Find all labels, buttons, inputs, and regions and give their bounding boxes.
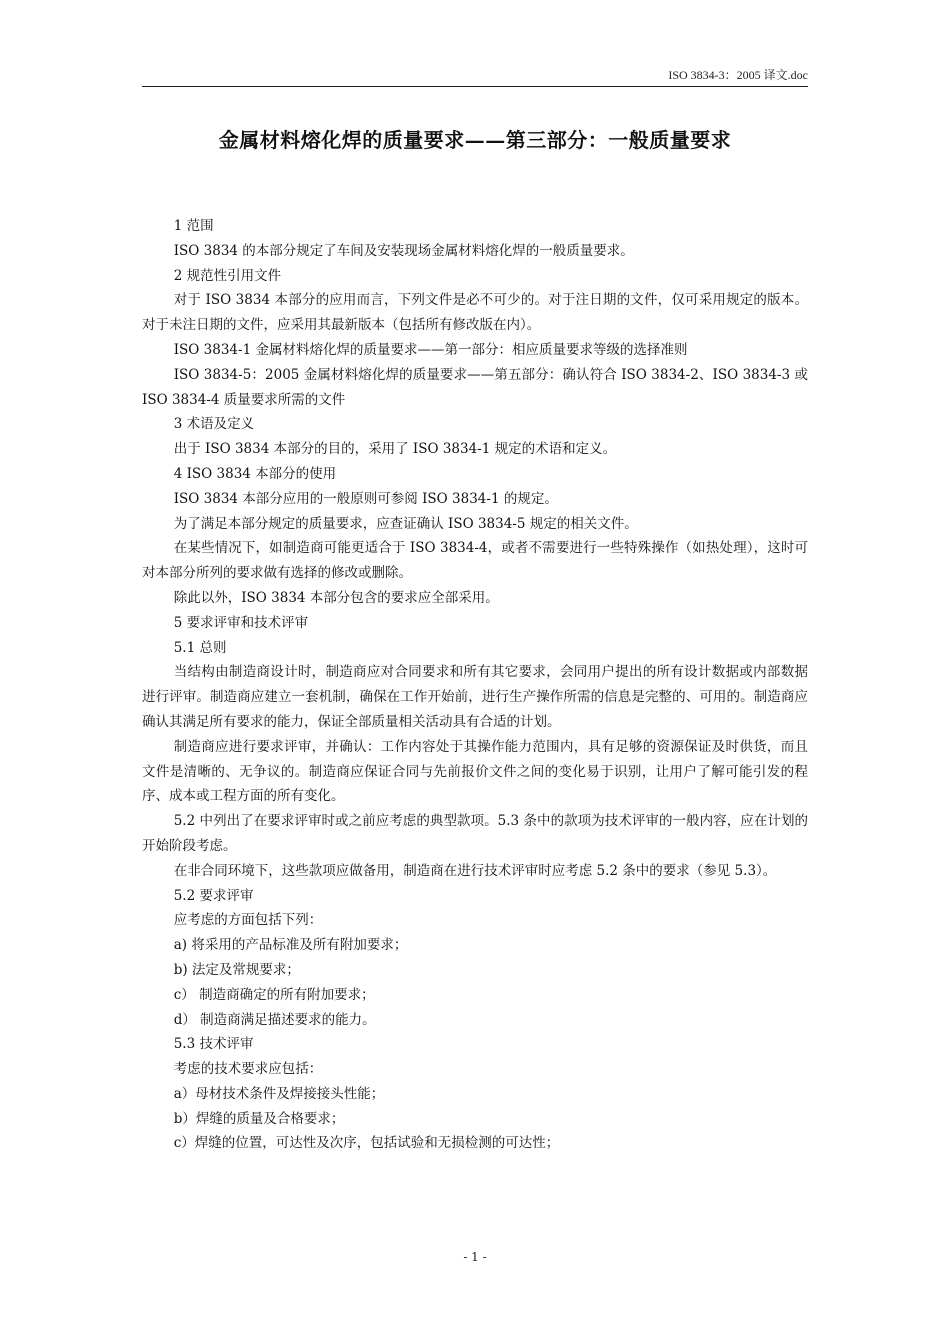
page-number: - 1 - xyxy=(463,1250,487,1264)
paragraph: 5.2 中列出了在要求评审时或之前应考虑的典型款项。5.3 条中的款项为技术评审的一般内容，应在计划的开始阶段考虑。 xyxy=(142,813,808,854)
document-title: 金属材料熔化焊的质量要求——第三部分：一般质量要求 xyxy=(218,128,732,152)
section-heading-normative-references: 2 规范性引用文件 xyxy=(173,267,282,284)
list-item: b）焊缝的质量及合格要求； xyxy=(173,1110,345,1127)
list-item: a）母材技术条件及焊接接头性能； xyxy=(173,1085,385,1102)
header-divider xyxy=(142,86,808,87)
document-body xyxy=(142,214,808,1156)
header-filename: ISO 3834-3：2005 译文.doc xyxy=(668,68,808,82)
list-item: a) 将采用的产品标准及所有附加要求； xyxy=(173,937,408,954)
list-item: d） 制造商满足描述要求的能力。 xyxy=(173,1011,376,1028)
paragraph: 除此以外，ISO 3834 本部分包含的要求应全部采用。 xyxy=(173,589,499,606)
paragraph: 在非合同环境下，这些款项应做备用，制造商在进行技术评审时应考虑 5.2 条中的要求（参见 5.3）。 xyxy=(173,862,777,879)
subsection-heading-general: 5.1 总则 xyxy=(173,639,227,656)
section-heading-review: 5 要求评审和技术评审 xyxy=(173,614,309,631)
reference-item: ISO 3834-1 金属材料熔化焊的质量要求——第一部分：相应质量要求等级的选择准则 xyxy=(173,341,688,358)
paragraph: 为了满足本部分规定的质量要求，应查证确认 ISO 3834-5 规定的相关文件。 xyxy=(173,515,638,532)
subsection-heading-requirements-review: 5.2 要求评审 xyxy=(173,887,254,904)
paragraph: 当结构由制造商设计时，制造商应对合同要求和所有其它要求，会同用户提出的所有设计数据或内部数据进行评审。制造商应建立一套机制，确保在工作开始前，进行生产操作所需的信息是完整的、可用的。制造商应确认其满足所有要求的能力，保证全部质量相关活动具有合适的计划。 xyxy=(142,664,808,730)
paragraph: 在某些情况下，如制造商可能更适合于 ISO 3834-4，或者不需要进行一些特殊操作（如热处理），这时可对本部分所列的要求做有选择的修改或删除。 xyxy=(142,540,808,582)
list-item: b) 法定及常规要求； xyxy=(173,961,300,978)
paragraph: ISO 3834 本部分应用的一般原则可参阅 ISO 3834-1 的规定。 xyxy=(173,490,558,507)
subsection-heading-technical-review: 5.3 技术评审 xyxy=(173,1036,254,1053)
list-item: c）焊缝的位置，可达性及次序，包括试验和无损检测的可达性； xyxy=(173,1135,560,1152)
section-heading-use: 4 ISO 3834 本部分的使用 xyxy=(173,465,337,482)
list-item: c） 制造商确定的所有附加要求； xyxy=(173,986,375,1003)
paragraph: ISO 3834 的本部分规定了车间及安装现场金属材料熔化焊的一般质量要求。 xyxy=(173,242,634,259)
paragraph: 对于 ISO 3834 本部分的应用而言，下列文件是必不可少的。对于注日期的文件，仅可采用规定的版本。对于未注日期的文件，应采用其最新版本（包括所有修改版在内）。 xyxy=(142,292,808,334)
paragraph: 制造商应进行要求评审，并确认：工作内容处于其操作能力范围内，具有足够的资源保证及时供货，而且文件是清晰的、无争议的。制造商应保证合同与先前报价文件之间的变化易于识别，让用户了解可能引发的程序、成本或工程方面的所有变化。 xyxy=(142,738,808,805)
section-heading-scope: 1 范围 xyxy=(173,218,214,234)
paragraph: 应考虑的方面包括下列： xyxy=(173,912,323,929)
paragraph: 出于 ISO 3834 本部分的目的，采用了 ISO 3834-1 规定的术语和定义。 xyxy=(173,441,617,458)
reference-item: ISO 3834-5：2005 金属材料熔化焊的质量要求——第五部分：确认符合 ISO 3834-2、ISO 3834-3 或 ISO 3834-4 质量要求所需的文件 xyxy=(142,366,808,408)
paragraph: 考虑的技术要求应包括： xyxy=(173,1061,323,1078)
section-heading-terms: 3 术语及定义 xyxy=(173,416,255,433)
